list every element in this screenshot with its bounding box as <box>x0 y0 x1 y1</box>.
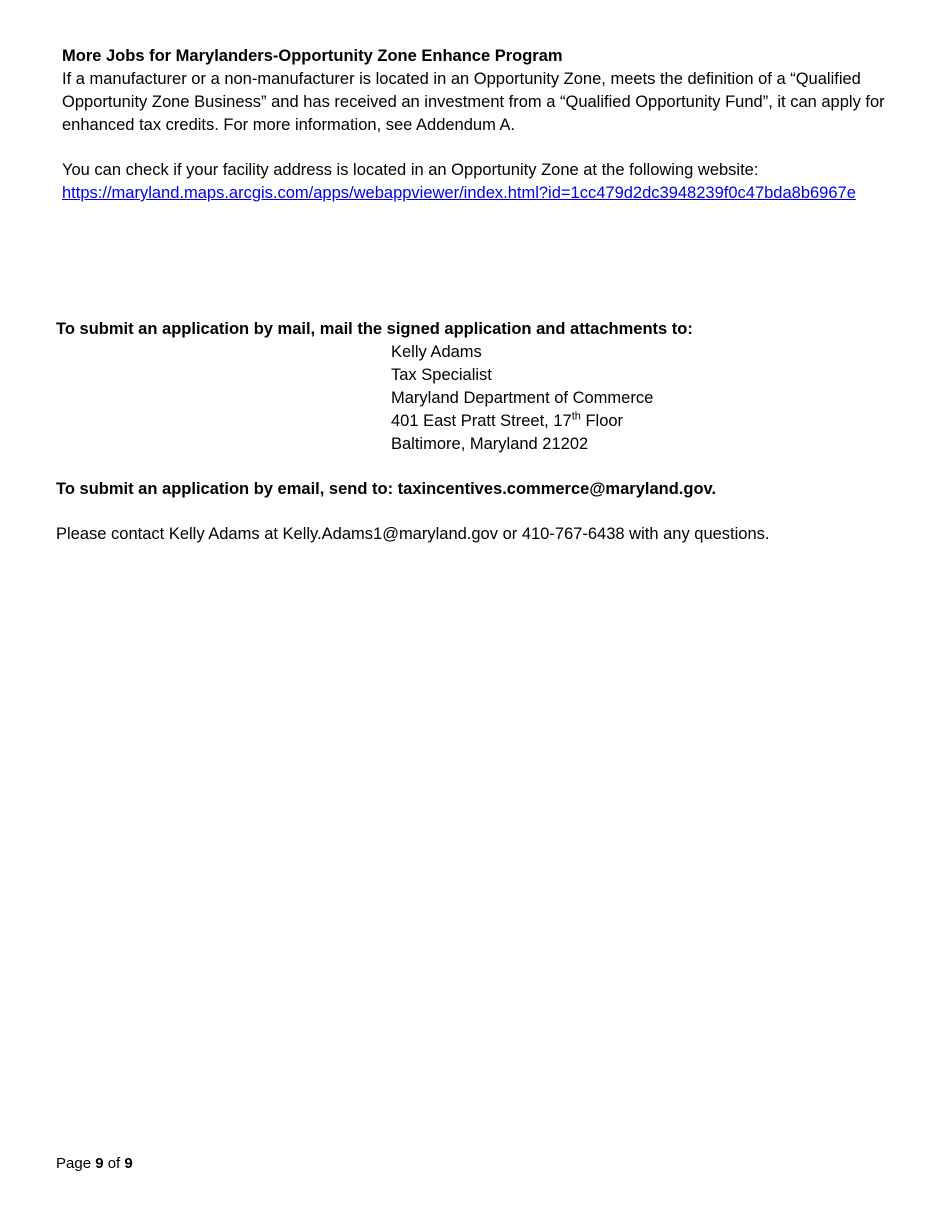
address-street <box>391 410 891 433</box>
mailing-address <box>391 341 891 456</box>
footer-current-page: 9 <box>95 1155 104 1172</box>
email-heading: To submit an application by email, send to: taxincentives.commerce@maryland.gov. <box>56 480 717 498</box>
address-role: Tax Specialist <box>391 366 492 384</box>
footer-prefix: Page <box>56 1155 96 1172</box>
section-paragraph <box>62 68 902 137</box>
opportunity-zone-paragraph: If a manufacturer or a non-manufacturer is located in an Opportunity Zone, meets the definition of a “Qualified Opportunity Zone Business” and has received an investment from a “Qualified Opportunity Fund”, it can apply for enhanced tax credits. For more information, see Addendum A. <box>62 70 885 134</box>
contact-text: Please contact Kelly Adams at Kelly.Adams1@maryland.gov or 410-767-6438 with any questions. <box>56 525 770 543</box>
address-name: Kelly Adams <box>391 343 482 361</box>
address-organization: Maryland Department of Commerce <box>391 389 654 407</box>
footer-total-pages: 9 <box>124 1155 133 1172</box>
website-intro: You can check if your facility address is located in an Opportunity Zone at the following website: <box>62 161 759 179</box>
footer-middle: of <box>103 1155 125 1172</box>
opportunity-zone-map-link[interactable]: https://maryland.maps.arcgis.com/apps/webappviewer/index.html?id=1cc479d2dc3948239f0c47bda8b6967e <box>62 184 856 202</box>
address-city: Baltimore, Maryland 21202 <box>391 435 589 453</box>
address-street-prefix: 401 East Pratt Street, 17 <box>391 412 572 430</box>
website-block <box>62 159 902 205</box>
mail-heading: To submit an application by mail, mail the signed application and attachments to: <box>56 320 693 338</box>
page-footer <box>56 1152 356 1175</box>
address-street-suffix: Floor <box>580 412 624 430</box>
section-title: More Jobs for Marylanders-Opportunity Zone Enhance Program <box>62 47 563 65</box>
address-street-superscript: th <box>571 410 581 423</box>
